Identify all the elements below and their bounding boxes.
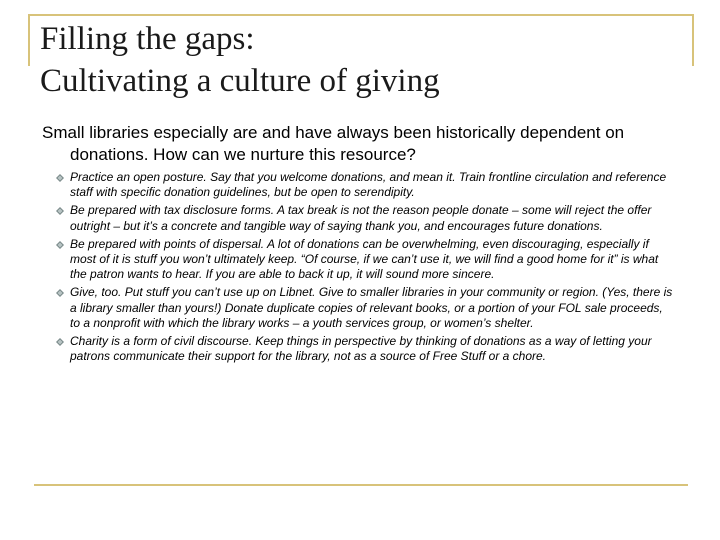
bullet-list: [42, 170, 676, 367]
list-item: [42, 170, 676, 200]
slide-title-line-2: Cultivating a culture of giving: [40, 63, 440, 99]
slide-title-line-1: Filling the gaps:: [40, 21, 255, 57]
diamond-bullet-icon: [56, 289, 64, 297]
left-frame-rule: [28, 14, 30, 66]
list-item: [42, 334, 676, 364]
bullet-text: Charity is a form of civil discourse. Keep things in perspective by thinking of donations as a way of letting your patrons communicate their support for the library, not as a source of Free Stuff or a chore.: [70, 334, 652, 364]
diamond-bullet-icon: [56, 338, 64, 346]
list-item: [42, 285, 676, 331]
diamond-bullet-icon: [56, 174, 64, 182]
bullet-text: Give, too. Put stuff you can’t use up on Libnet. Give to smaller libraries in your community or region. (Yes, there is a library smaller than yours!) Donate duplicate copies of relevant books, or a portion of your FOL sale proceeds, to a nonprofit with which the library works – a youth services group, or women’s shelter.: [70, 285, 673, 330]
diamond-bullet-icon: [56, 207, 64, 215]
bullet-text: Practice an open posture. Say that you welcome donations, and mean it. Train frontline circulation and reference staff with specific donation guidelines, but be open to serendipity.: [70, 170, 667, 200]
list-item: [42, 203, 676, 233]
slide-title: [40, 18, 680, 102]
bottom-rule: [34, 484, 688, 486]
intro-paragraph: Small libraries especially are and have always been historically dependent on donations. How can we nurture this resource?: [42, 123, 625, 164]
diamond-bullet-icon: [56, 241, 64, 249]
right-frame-rule: [692, 14, 694, 66]
top-frame-rule: [28, 14, 694, 16]
list-item: [42, 237, 676, 283]
bullet-text: Be prepared with tax disclosure forms. A tax break is not the reason people donate – some will reject the offer outright – but it’s a concrete and tangible way of saying thank you, and encourages future donations.: [70, 203, 652, 233]
bullet-text: Be prepared with points of dispersal. A lot of donations can be overwhelming, even discouraging, especially if most of it is stuff you won’t ultimately keep. “Of course, if we can’t use it, we will find a good home for it” is what the patron wants to hear. If you are able to back it up, it will sound more sincere.: [70, 236, 659, 282]
